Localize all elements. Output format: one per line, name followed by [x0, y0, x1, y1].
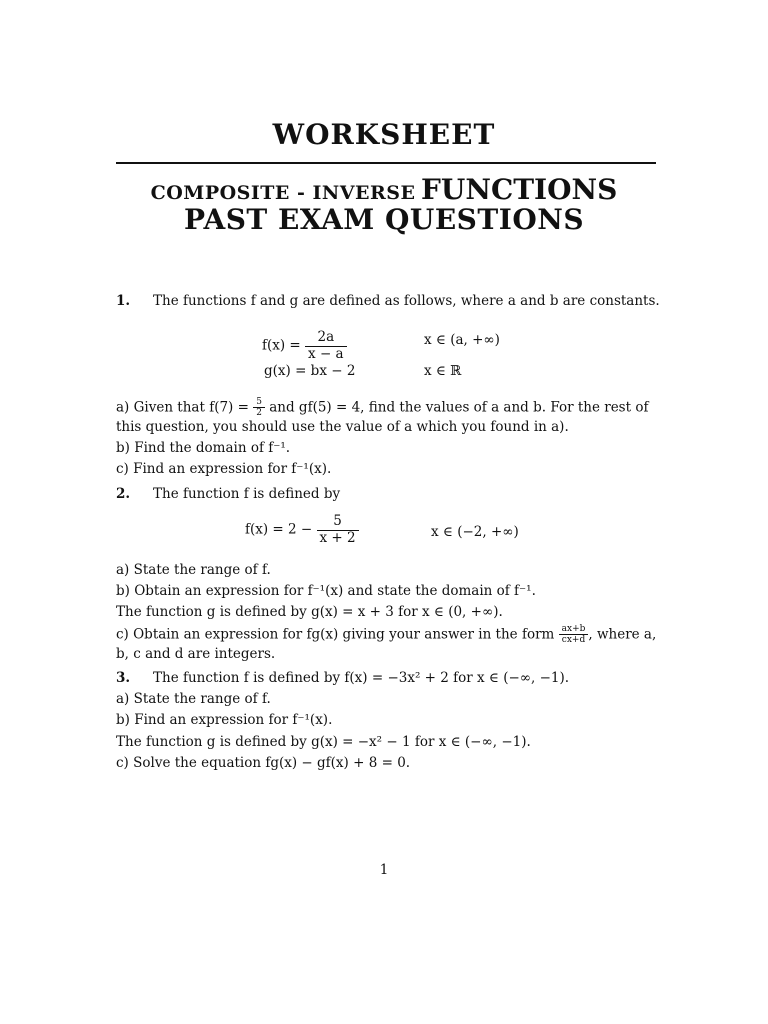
q3-g-definition: The function g is defined by g(x) = −x² − 1 for x ∈ (−∞, −1).: [116, 734, 531, 750]
q1-g-domain: x ∈ ℝ: [424, 363, 462, 379]
q1-a-pre: a) Given that f(7) =: [116, 399, 249, 416]
page-number: 1: [379, 862, 389, 878]
q2-f-denominator: x + 2: [319, 529, 356, 546]
q2-f-numerator: 5: [317, 514, 359, 531]
q1-part-c: c) Find an expression for f⁻¹(x).: [116, 461, 332, 477]
q3-part-c: c) Solve the equation fg(x) − gf(x) + 8 = 0.: [116, 755, 411, 771]
q2-c-post: , where a,: [588, 626, 657, 643]
q1-a-frac-den: 2: [256, 408, 262, 419]
worksheet-title: WORKSHEET: [272, 118, 496, 151]
q2-part-c-line-2: b, c and d are integers.: [116, 646, 276, 662]
q1-f-domain: x ∈ (a, +∞): [424, 332, 500, 348]
question-3-number: 3.: [116, 670, 131, 686]
question-3-intro: The function f is defined by f(x) = −3x² + 2 for x ∈ (−∞, −1).: [153, 670, 570, 686]
question-1-intro: The functions f and g are defined as follows, where a and b are constants.: [153, 293, 660, 309]
subtitle-line-1: [0, 173, 768, 206]
q2-f-domain: x ∈ (−2, +∞): [431, 524, 519, 540]
q1-part-a-line-2: this question, you should use the value of a which you found in a).: [116, 419, 569, 435]
q1-f-numerator: 2a: [305, 330, 347, 347]
q3-part-b: b) Find an expression for f⁻¹(x).: [116, 712, 333, 728]
q2-g-definition: The function g is defined by g(x) = x + 3 for x ∈ (0, +∞).: [116, 604, 503, 620]
q1-f-left: f(x) =: [262, 337, 301, 354]
question-1-number: 1.: [116, 293, 131, 309]
q1-part-b: b) Find the domain of f⁻¹.: [116, 440, 291, 456]
q1-part-a-line-1: [116, 397, 648, 419]
title-divider: [116, 162, 656, 164]
q2-c-fraction: [559, 624, 589, 646]
q2-f-definition: [245, 514, 359, 546]
q1-f-definition: [262, 330, 347, 362]
subtitle-smallcaps: COMPOSITE - INVERSE: [150, 182, 416, 204]
q2-c-frac-den: cx+d: [561, 635, 586, 646]
subtitle-functions: FUNCTIONS: [421, 173, 618, 206]
question-2-intro: The function f is defined by: [153, 486, 341, 502]
q2-part-b: b) Obtain an expression for f⁻¹(x) and state the domain of f⁻¹.: [116, 583, 536, 599]
q2-c-frac-num: ax+b: [559, 624, 589, 635]
q1-a-fraction: [253, 397, 265, 419]
q1-a-frac-num: 5: [253, 397, 265, 408]
q1-f-fraction: [305, 330, 347, 362]
q1-g-definition: g(x) = bx − 2: [264, 363, 356, 379]
q3-part-a: a) State the range of f.: [116, 691, 271, 707]
q2-f-fraction: [317, 514, 359, 546]
q2-c-pre: c) Obtain an expression for fg(x) giving your answer in the form: [116, 626, 555, 643]
q2-f-left: f(x) = 2 −: [245, 521, 313, 538]
q2-part-c-line-1: [116, 624, 656, 646]
q2-part-a: a) State the range of f.: [116, 562, 271, 578]
q1-f-denominator: x − a: [308, 345, 344, 362]
q1-a-post: and gf(5) = 4, find the values of a and b. For the rest of: [269, 399, 649, 416]
subtitle-line-2: PAST EXAM QUESTIONS: [183, 203, 585, 236]
question-2-number: 2.: [116, 486, 131, 502]
